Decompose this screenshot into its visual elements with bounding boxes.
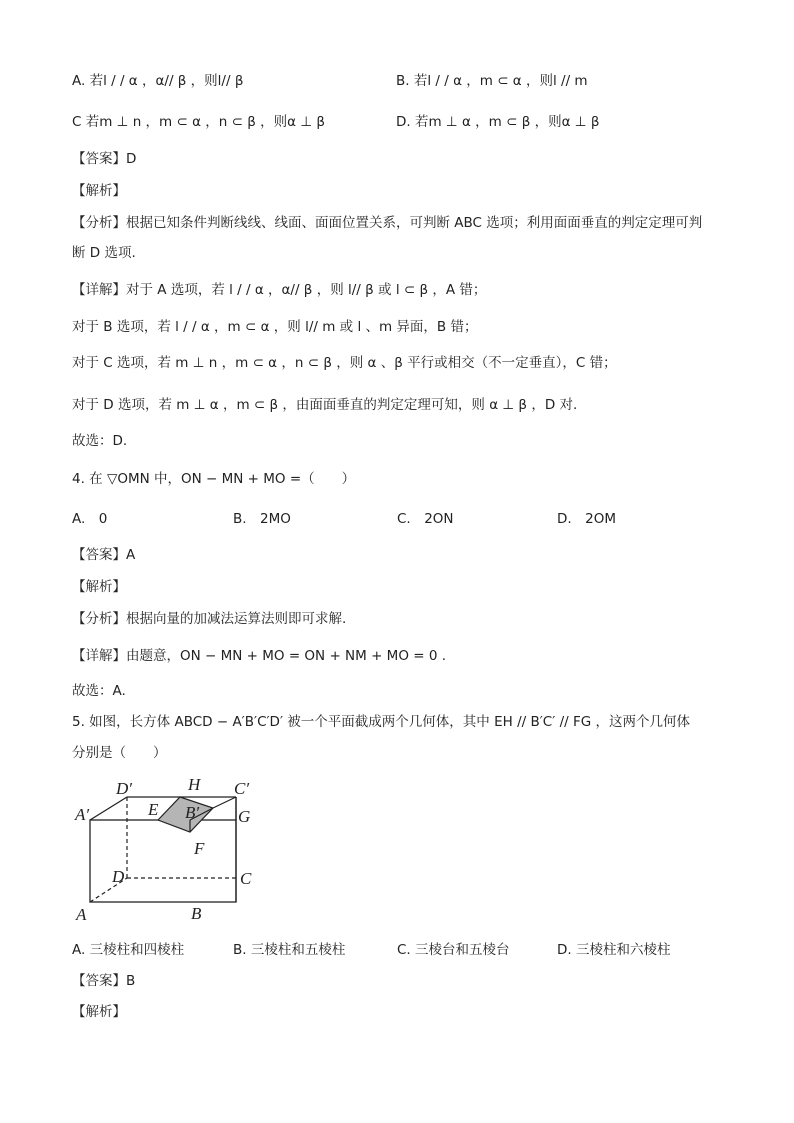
label-b: B xyxy=(191,904,202,922)
q4-analysis-heading: 【解析】 xyxy=(72,579,126,595)
q4-option-c: C. 2ON xyxy=(397,511,454,527)
label-d1: D′ xyxy=(116,779,132,798)
q5-stem-line2: 分别是（ ） xyxy=(72,745,167,761)
q3-conclusion: 故选：D. xyxy=(72,433,128,449)
label-b1: B′ xyxy=(185,803,200,822)
label-a1: A′ xyxy=(75,805,90,824)
q5-option-d: D. 三棱柱和六棱柱 xyxy=(557,942,671,958)
label-c: C xyxy=(240,869,252,888)
front-face xyxy=(90,820,236,902)
q5-option-c: C. 三棱台和五棱台 xyxy=(397,942,510,958)
q4-fenxi: 【分析】根据向量的加减法运算法则即可求解. xyxy=(72,611,347,627)
q3-detail-line2: 对于 B 选项，若 l / / α ，m ⊂ α ，则 l// m 或 l 、m 异面，B 错； xyxy=(72,319,478,335)
cuboid-figure xyxy=(70,772,270,922)
label-f: F xyxy=(194,839,205,858)
label-g: G xyxy=(238,807,251,826)
q3-analysis-heading: 【解析】 xyxy=(72,183,126,199)
q3-detail-line3: 对于 C 选项，若 m ⊥ n ，m ⊂ α ，n ⊂ β ，则 α 、β 平行或相交（不一定垂直），C 错； xyxy=(72,355,617,371)
q3-detail-line4: 对于 D 选项，若 m ⊥ α ，m ⊂ β ，由面面垂直的判定定理可知，则 α ⊥ β ，D 对. xyxy=(72,397,578,413)
q5-option-b: B. 三棱柱和五棱柱 xyxy=(233,942,346,958)
label-c1: C′ xyxy=(234,779,250,798)
edge-g-c1 xyxy=(213,797,236,808)
q3-detail-line1: 【详解】对于 A 选项，若 l / / α ，α// β ，则 l// β 或 l ⊂ β ，A 错； xyxy=(72,282,487,298)
q4-answer: 【答案】A xyxy=(72,547,136,563)
q5-answer: 【答案】B xyxy=(72,973,136,989)
q3-fenxi-line2: 断 D 选项. xyxy=(72,245,136,261)
label-d: D xyxy=(112,867,125,886)
q5-stem-line1: 5. 如图，长方体 ABCD − A′B′C′D′ 被一个平面截成两个几何体，其中 EH // B′C′ // FG ，这两个几何体 xyxy=(72,714,690,730)
q4-option-d: D. 2OM xyxy=(557,511,617,527)
q4-conclusion: 故选：A. xyxy=(72,683,126,699)
edge-a1-d1 xyxy=(90,797,127,820)
q4-option-b: B. 2MO xyxy=(233,511,291,527)
q3-answer: 【答案】D xyxy=(72,151,137,167)
q5-analysis-heading: 【解析】 xyxy=(72,1004,126,1020)
q3-option-a: A. 若l / / α ，α// β ，则l// β xyxy=(72,73,244,89)
label-a: A xyxy=(76,905,87,922)
q4-stem: 4. 在 ▽OMN 中，ON − MN + MO =（ ） xyxy=(72,471,356,487)
q3-option-c: C 若m ⊥ n ，m ⊂ α ，n ⊂ β ，则α ⊥ β xyxy=(72,114,326,130)
q3-option-d: D. 若m ⊥ α ，m ⊂ β ，则α ⊥ β xyxy=(396,114,600,130)
q4-option-a: A. 0 xyxy=(72,511,108,527)
q5-option-a: A. 三棱柱和四棱柱 xyxy=(72,942,185,958)
q3-fenxi-line1: 【分析】根据已知条件判断线线、线面、面面位置关系，可判断 ABC 选项；利用面面垂直的判定定理可判 xyxy=(72,215,703,231)
q4-detail: 【详解】由题意，ON − MN + MO = ON + NM + MO = 0 . xyxy=(72,648,447,664)
label-e: E xyxy=(148,800,159,819)
label-h: H xyxy=(188,775,201,794)
q3-option-b: B. 若l / / α ，m ⊂ α ，则l // m xyxy=(396,73,588,89)
